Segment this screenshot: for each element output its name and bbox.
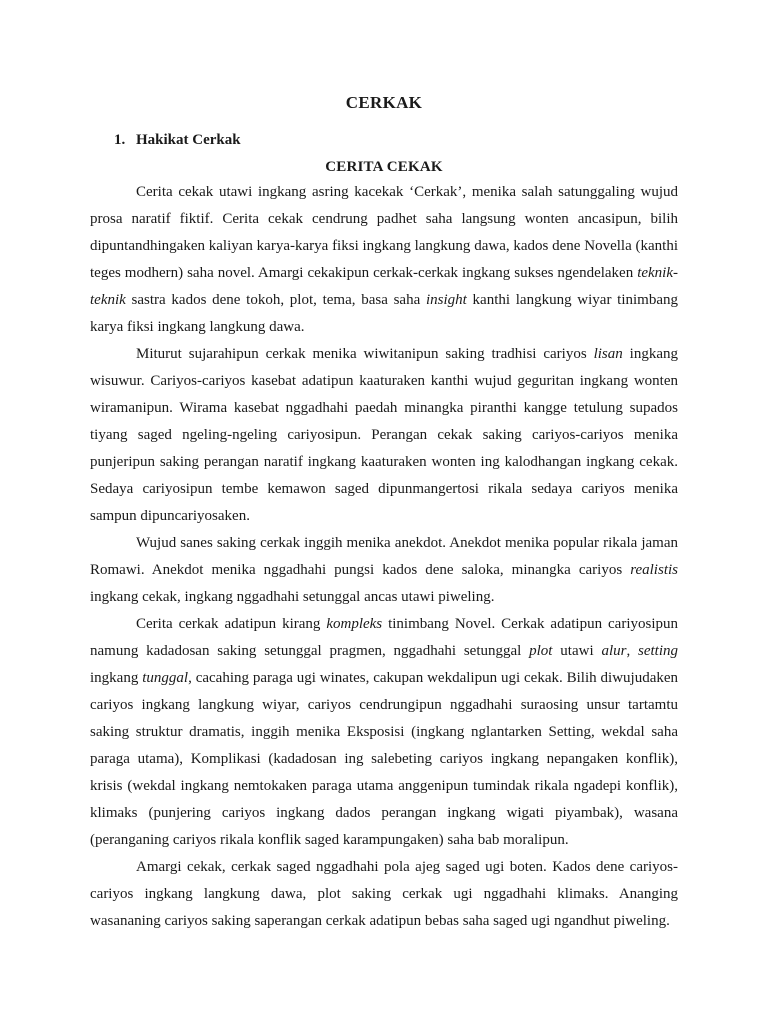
italic-text-run: alur (601, 643, 627, 659)
italic-text-run: plot (529, 643, 553, 659)
text-run: , cacahing paraga ugi winates, cakupan wekdalipun ugi cekak. Bilih diwujudaken cariyos ingkang langkung wiyar, cariyos cendrungipun nggadhahi suraosing unsur tartamtu saking struktur dramatis, inggih menika Eksposisi (ingkang nglantarken Setting, wekdal saha paraga utama), Komplikasi (kadadosan ing salebeting cariyos ingkang nepangaken konflik), krisis (wekdal ingkang nemtokaken paraga utama anggenipun tumindak rikala ngadepi konflik), klimaks (punjering cariyos ingkang dados perangan ingkang wigati piyambak), wasana (peranganing cariyos rikala konflik saged karampungaken) saha bab moralipun. (90, 670, 679, 848)
italic-text-run: lisan (593, 346, 623, 362)
document-title: CERKAK (345, 93, 423, 112)
text-run: Cerita cekak utawi ingkang asring kacekak ‘Cerkak’, menika salah satunggaling wujud prosa naratif fiktif. Cerita cekak cendrung padhet saha langsung wonten ancasipun, bilih dipuntandhingaken kaliyan karya-karya fiksi ingkang langkung dawa, kados dene Novella (kanthi teges modhern) saha novel. Amargi cekakipun cerkak-cerkak ingkang sukses ngendelaken (90, 184, 678, 281)
italic-text-run: teknik-teknik (90, 265, 678, 308)
text-run: ingkang cekak, ingkang nggadhahi setunggal ancas utawi piweling. (90, 589, 495, 605)
body-paragraph (90, 530, 678, 611)
text-run: kanthi langkung wiyar tinimbang karya fiksi ingkang langkung dawa. (90, 292, 678, 335)
body-paragraph (90, 179, 678, 341)
body-text (90, 179, 678, 935)
section-subtitle: CERITA CEKAK (325, 159, 443, 175)
text-run: Wujud sanes saking cerkak inggih menika anekdot. Anekdot menika popular rikala jaman Romawi. Anekdot menika nggadhahi pungsi kados dene saloka, minangka cariyos (90, 535, 678, 578)
section-heading-text: Hakikat Cerkak (136, 132, 241, 148)
text-run: ingkang (90, 670, 143, 686)
italic-text-run: insight (425, 292, 467, 308)
text-run: Cerita cerkak adatipun kirang (136, 616, 327, 632)
italic-text-run: setting (638, 643, 679, 659)
text-run: tinimbang Novel. Cerkak adatipun cariyosipun namung kadadosan saking setunggal pragmen, nggadhahi setunggal (90, 616, 678, 659)
body-paragraph (90, 854, 678, 935)
text-run: sastra kados dene tokoh, plot, tema, basa saha (125, 292, 426, 308)
section-heading (114, 132, 241, 149)
text-run: Miturut sujarahipun cerkak menika wiwitanipun saking tradhisi cariyos (136, 346, 594, 362)
body-paragraph (90, 341, 678, 530)
italic-text-run: realistis (630, 562, 678, 578)
italic-text-run: tunggal (142, 670, 189, 686)
body-paragraph (90, 611, 678, 854)
italic-text-run: kompleks (326, 616, 383, 632)
text-run: Amargi cekak, cerkak saged nggadhahi pola ajeg saged ugi boten. Kados dene cariyos-cariyos ingkang langkung dawa, plot saking cerkak ugi nggadhahi klimaks. Ananging wasananing cariyos saking saperangan cerkak adatipun bebas saha saged ugi ngandhut piweling. (90, 859, 678, 929)
section-number: 1. (114, 132, 126, 148)
text-run: ingkang wisuwur. Cariyos-cariyos kasebat adatipun kaaturaken kanthi wujud geguritan ingkang wonten wiramanipun. Wirama kasebat nggadhahi paedah minangka piranthi kangge tetulung supados tiyang saged ngeling-ngeling cariyosipun. Perangan cekak saking cariyos-cariyos menika punjeripun saking perangan naratif ingkang kaaturaken wonten ing kalodhangan ingkang cekak. Sedaya cariyosipun tembe kemawon saged dipunmangertosi rikala sedaya cariyos menika sampun dipuncariyosaken. (90, 346, 679, 524)
text-run: , (626, 643, 639, 659)
text-run: utawi (552, 643, 602, 659)
